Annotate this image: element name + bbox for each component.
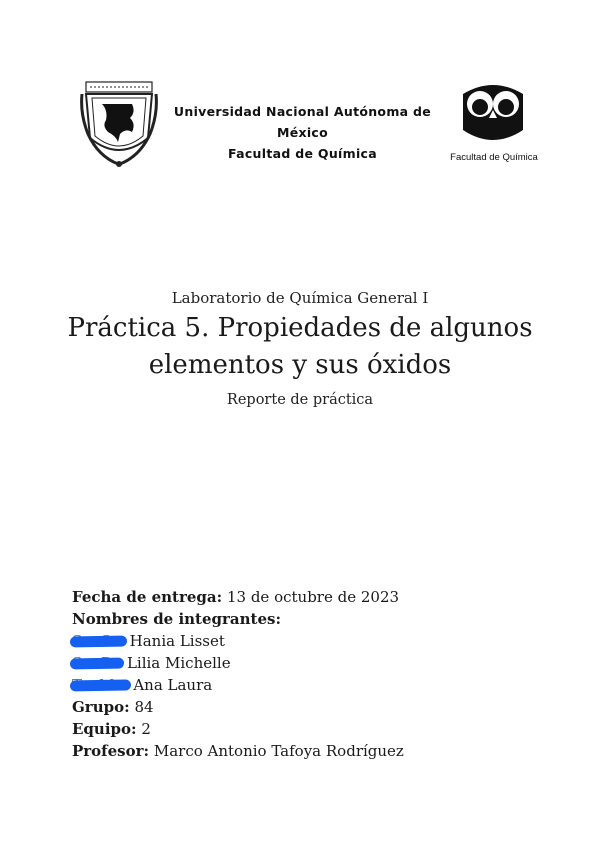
report-subtitle: Reporte de práctica — [226, 392, 374, 408]
member-row — [72, 674, 552, 696]
team-value: 2 — [141, 720, 151, 738]
university-name: Universidad Nacional Autónoma de México — [173, 104, 432, 140]
redacted-surname — [72, 674, 129, 696]
member-given-names: Lilia Michelle — [126, 654, 231, 672]
report-title — [40, 310, 560, 384]
group-value: 84 — [134, 698, 154, 716]
members-label-row — [72, 608, 552, 630]
team-row — [72, 718, 552, 740]
member-given-names: Hania Lisset — [129, 632, 225, 650]
member-row — [72, 630, 552, 652]
lab-name: Laboratorio de Química General I — [171, 289, 429, 307]
members-label: Nombres de integrantes: — [72, 610, 281, 628]
professor-value: Marco Antonio Tafoya Rodríguez — [153, 742, 404, 760]
group-row — [72, 696, 552, 718]
professor-label: Profesor: — [72, 742, 150, 760]
professor-row — [72, 740, 552, 762]
unam-crest-icon — [80, 80, 158, 168]
member-given-names: Ana Laura — [133, 676, 213, 694]
title-line-2: elementos y sus óxidos — [148, 350, 452, 380]
faculty-logo-caption: Facultad de Química — [450, 152, 538, 163]
report-details — [72, 586, 552, 762]
faculty-name: Facultad de Química — [228, 146, 377, 161]
institution-header — [160, 101, 445, 164]
member-row — [72, 652, 552, 674]
date-value: 13 de octubre de 2023 — [226, 588, 400, 606]
team-label: Equipo: — [72, 720, 137, 738]
redacted-surname — [72, 652, 122, 674]
delivery-date-row — [72, 586, 552, 608]
title-line-1: Práctica 5. Propiedades de algunos — [67, 313, 533, 343]
group-label: Grupo: — [72, 698, 130, 716]
faculty-owl-icon — [455, 80, 531, 148]
redacted-surname — [72, 630, 125, 652]
date-label: Fecha de entrega: — [72, 588, 223, 606]
